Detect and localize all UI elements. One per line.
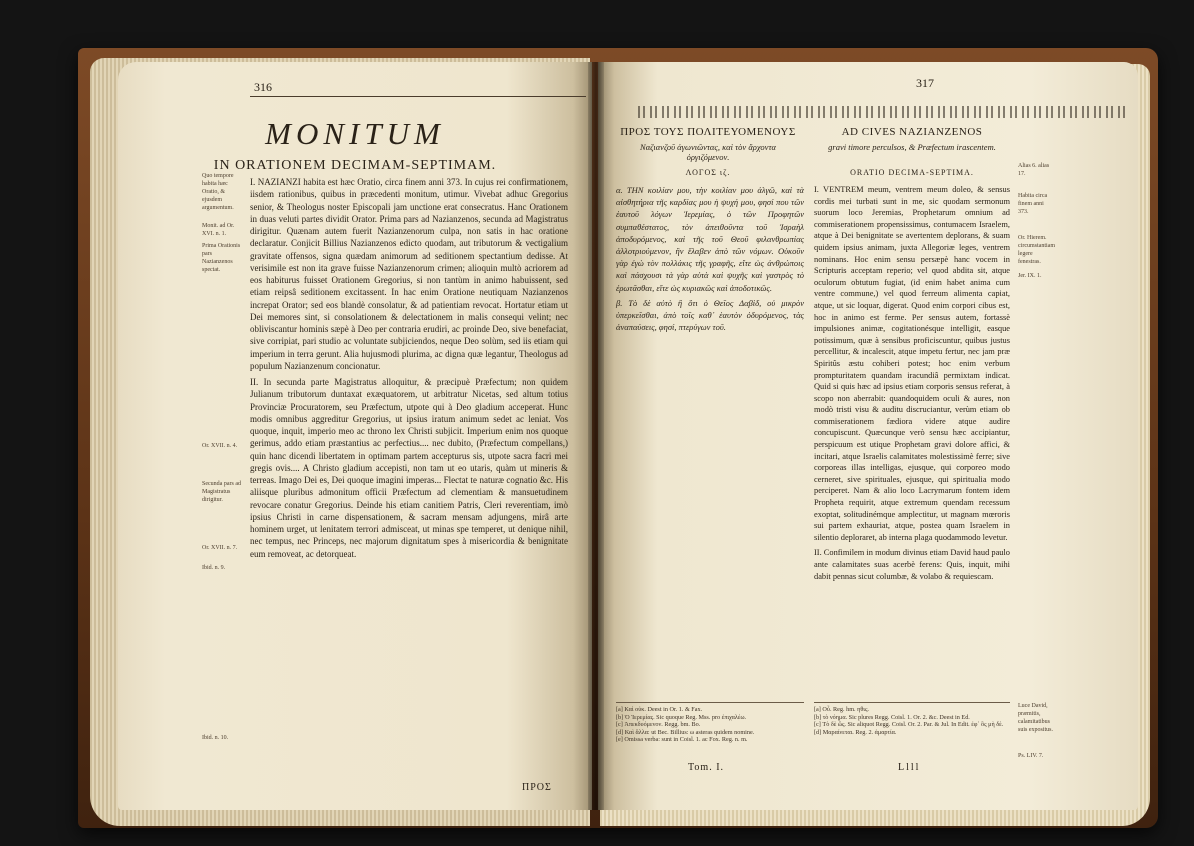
margin-note: Ibid. n. 9. <box>202 565 226 571</box>
right-page <box>598 62 1138 810</box>
footnote-rule-latin <box>814 702 1010 703</box>
page-subtitle: IN ORATIONEM DECIMAM-SEPTIMAM. <box>213 158 497 173</box>
page-title: MONITUM <box>265 116 445 151</box>
margin-note: Ps. LIV. 7. <box>1018 753 1044 759</box>
margin-note: Monit. ad Or. XVI. n. 1. <box>202 223 235 237</box>
footnote: [a] Καὶ οὐκ. Deest in Or. 1. & Fax. <box>616 706 703 713</box>
greek-heading: ΠΡΟΣ ΤΟΥΣ ΠΟΛΙΤΕΥΟΜΕΝΟΥΣ <box>620 126 796 138</box>
volume-label: Tom. I. <box>688 762 725 773</box>
margin-note: Or. XVII. n. 7. <box>202 545 238 551</box>
margin-note: Quo tempore habita hæc Oratio, & ejusdem argumentum. <box>202 173 234 211</box>
greek-text-column <box>616 184 804 336</box>
left-page-number: 316 <box>254 80 272 94</box>
greek-speech-label: ΛΟΓΟΣ ιζ. <box>685 168 731 177</box>
latin-paragraph-2: II. Confimilem in modum divinus etiam David haud paulo ante calamitates suas acerbè ferens: Quis, inquit, mihi dabit pennas sicut columbæ, & volabo & requiescam. <box>814 548 1010 581</box>
footnote: [b] Ὁ Ἱερεμίας. Sic quoque Reg. Mss. pro ἐπιχαλέω. <box>616 713 747 721</box>
ornamental-band <box>638 106 1128 118</box>
catchword: ΠΡΟΣ <box>522 782 552 793</box>
paragraph-1: I. NAZIANZI habita est hæc Oratio, circa finem anni 373. In cujus rei confirmationem, iisdem rationibus, quibus in præcedenti monitum, utimur. Vivebat adhuc Gregorius senior, & Theologus noster Episcopali jam unctione erat consecratus. Hanc Orationem in duas veluti partes dividit Orator. Prima pars ad Nazianzenos, secunda ad Magistratus dirigitur. Quænam autem fuerit Nazianzenorum culpa, non satis in hac oratione declaratur. Conjicit Billius Nazianzenos edicto quodam, aut tributorum & vectigalium gravitate offensos, signa quædam animorum ad seditionem spectantium dedisse. At verisimile est non ita grave fuisse Nazianzenorum crimen; alioquin multò acriorem ad eos habiturus fuisset Orationem Gregorius, si non tantùm in animo habuissent, sed etiam reipsâ seditionem excitassent. In hac enim Oratione neutiquam Nazianzenos increpat Orator; sed eos blandè consolatur, & ad patientiam revocat. Hortatur etiam ut Dei memores sint, si consolationem & delectationem in malis consequi velint; nec obliviscantur hominis sæpè à Deo per contraria erudiri, ac proinde Deo, sive benefaciat, sive corripiat, pari studio ac voluntate subjiciendos, neque Deo solùm, sed iis etiam qui imperium in terra gerunt. Alia hujusmodi plurima, ac digna quæ legantur, Theologus ad populum Nazianzenum concionatur. <box>250 177 568 371</box>
footnote: [c] Ἀπεκδυόμενον. Regg. bm. Bo. <box>616 721 701 729</box>
footnote: [c] Τὸ δὲ ὥς. Sic aliquot Regg. Coisl. Or. 2. Par. & Jul. In Edit. ἐφ᾽ ὃς μὴ δὲ. <box>814 721 1004 729</box>
footnote: [e] Omissa verba: sunt in Coisl. 1. ac Fox. Reg. n. m. <box>616 736 748 744</box>
signature-mark: Llll <box>898 762 921 773</box>
monitum-body <box>250 176 568 564</box>
margin-note: Or. Hierem. circumstantiam legere fenestras. <box>1018 235 1055 265</box>
footnote: [d] Καὶ ἄλλα: ut Bec. Billius: ω asteras quidem nomine. <box>616 728 755 736</box>
left-page <box>118 62 592 810</box>
greek-paragraph-1: α. ΤΗΝ κοιλίαν μου, τὴν κοιλίαν μου ἀλγῶ, καὶ τὰ αἰσθητήρια τῆς καρδίας μου ἡ ψυχή μου, φησί που τῶν ἑαυτοῦ λόγων Ἱερεμίας, ὁ τῶν Προφητῶν συμπαθέστατος, τὸν ἀπειθοῦντα τοῦ Ἰσραὴλ ἀποδυρόμενος, καὶ τῆς τοῦ Θεοῦ φιλανθρωπίας ἀλλοτριούμενον, ἣν ἔλαβεν ἀπὸ τῶν νόμων. Οὐκοῦν γὰρ ἐγὼ τὸν πολλάκις τῆς γραφῆς, εἴτε ὡς ἀνθρώποις καὶ πάσχουσι τὰ γὰρ αὐτὰ καὶ ψυχῆς καὶ γαστρὸς τὸ ἐρωτᾶσθαι, εἴτε ὡς κυριακῶς καὶ ἀποδοτικῶς. <box>616 185 804 293</box>
latin-paragraph-1: I. VENTREM meum, ventrem meum doleo, & sensus cordis mei turbati sunt in me, sic quodam sermonum suorum loco Jeremias, Prophetarum omnium ad commiserationem propensissimus, contumacem Israelem, atque à Dei benignitate se avertentem deplorans, & suam quidem ipsius animam, juxta Allegoriæ leges, ventrem nominans. Hoc enim sensu persæpè hanc vocem in Scripturis acceptam reperio; vel quod abdita sit, atque oculorum obtutum fugiat, (id enim habet anima cum ventre commune,) vel quod ferreum alimenta capiat, atque, ut sic loquar, digerat. Quod enim corpori cibus est, hoc in animo est ferme. Per sensus autem, fortassè impulsiones animæ, cogitationésque intelligit, easque potissimum, quæ à sensibus proficiscuntur, quibus justus percellitur, & incalescit, atque impetu fertur, nec jam præ Spiritûs æstu cohiberi potest; hoc enim verbum prompturitatem quandam iracundiâ permixtam indicat. Quid si quis hæc ad ipsius etiam corporis sensus referat, à scopo non aberrabit: quandoquidem oculi & aures, non modò tristi visu & auditu discruciantur, verùm etiam ob commiserationem fædiora videre atque audire concupiscunt. Quæcunque verò sensu hæc accipiantur, perspicuum est utique Prophetam gravi dolore affici, & incitari, atque Israelis calamitates molestissimè ferre; sive corporeas illas intelligas, ejusque, qui corporeo modo cerneret, sive spirituales, ejusque, qui spiritualia modo perciperet. Nam & alio loco Lacrymarum fontem idem Propheta requirit, atque extremum quendam recessum exoptat, solitudinémque amplectitur, ut magnam mœroris sui partem exhauriat, atque, postea quam Israelem in silentio deploraret, ab interna plaga quodammodo levetur. <box>814 185 1010 542</box>
right-page-number: 317 <box>916 76 934 90</box>
margin-note: Jer. IX. 1. <box>1018 273 1042 279</box>
margin-note: Habita circa finem anni 373. <box>1018 193 1048 215</box>
latin-speech-label: ORATIO DECIMA-SEPTIMA. <box>850 168 974 177</box>
greek-footnotes <box>616 706 804 744</box>
latin-footnotes <box>814 706 1010 736</box>
footnote: [a] Οὗ. Reg. hm. ηθις. <box>814 706 869 713</box>
footnote: [d] Μαραίνεται. Reg. 2. ἀμαρτία. <box>814 728 897 736</box>
latin-heading: AD CIVES NAZIANZENOS <box>841 126 983 138</box>
latin-subheading: gravi timore perculsos, & Præfectum irascentem. <box>828 142 996 152</box>
footnote: [b] τὸ νόημα. Sic plures Regg. Coisl. 1. Or. 2. &c. Deest in Ed. <box>814 713 970 721</box>
paragraph-2: II. In secunda parte Magistratus alloquitur, & præcipuè Præfectum; non quidem Julianum tributorum duntaxat exæquatorem, ut arbitratur Nicetas, sed altum totius Provinciæ Procuratorem, seu Præfectum, utpote qui à Deo gladium acceperat. Hunc modis omnibus aggreditur Gregorius, ut ipsius iratum animum sedet ac leniat. Vos quoque, inquit, imperio meo ac throno lex Christi subjicit. Imperium enim nos quoque gerimus, addo etiam præstantius ac perfectius.... nec dubito, (Præfectum compellans,) quin hanc dicendi libertatem in optimam partem accepturus sis, utpote sacra facri mei gregis ovis.... A Christo gladium accepisti, non tam ut eo utaris, quàm ut mineris & terreas. Imago Dei es, Dei quoque imagini imperas... Flectat te naturæ cognatio &c. His aliisque pluribus admonitum officii Præfectum ad clementiam & mansuetudinem revocare conatur Gregorius. Deinde his etiam canitiem Patris, Cleri reverentiam, imò ipsius Christi in carne dispensationem, & sacram mensam adjungens, mirâ arte hominem urget, ut lenitatem terrori admisceat, ut minas spe temperet, ut denique nihil, nec tempus, nec Princeps, nec majorum dignitatum spes à misericordia & benignitate eum removeat, ac detorqueat. <box>250 377 568 559</box>
margin-note: Ibid. n. 10. <box>202 735 229 741</box>
latin-text-column <box>814 184 1010 586</box>
margin-note: Secunda pars ad Magistratus dirigitur. <box>202 481 241 503</box>
book-gutter <box>588 62 604 810</box>
footnote-rule-greek <box>616 702 804 703</box>
greek-subheading: Ναζιανζοῦ ἀγωνιῶντας, καὶ τὸν ἄρχοντα ὀργιζόμενον. <box>640 142 776 162</box>
margin-note: Prima Orationis pars Nazianzenos spectat. <box>202 243 241 273</box>
header-rule <box>250 96 586 97</box>
greek-paragraph-2: β. Τὸ δὲ αὐτὸ ἢ ὅτι ὁ Θεῖος Δαβὶδ, οὐ μικρὸν ὑπερκεῖσθαι, ἀπὸ τοῖς καθ᾽ ἑαυτὸν ὀδυρόμενος, τὰς ἀναπαύσεις, φησί, πτερύγων τοῦ. <box>616 297 804 333</box>
margin-note: Or. XVII. n. 4. <box>202 443 238 449</box>
margin-note: Alias 6. alias 17. <box>1018 163 1050 177</box>
margin-note: Luce David, præmitis, calamitatibus suis expositus. <box>1018 703 1054 733</box>
